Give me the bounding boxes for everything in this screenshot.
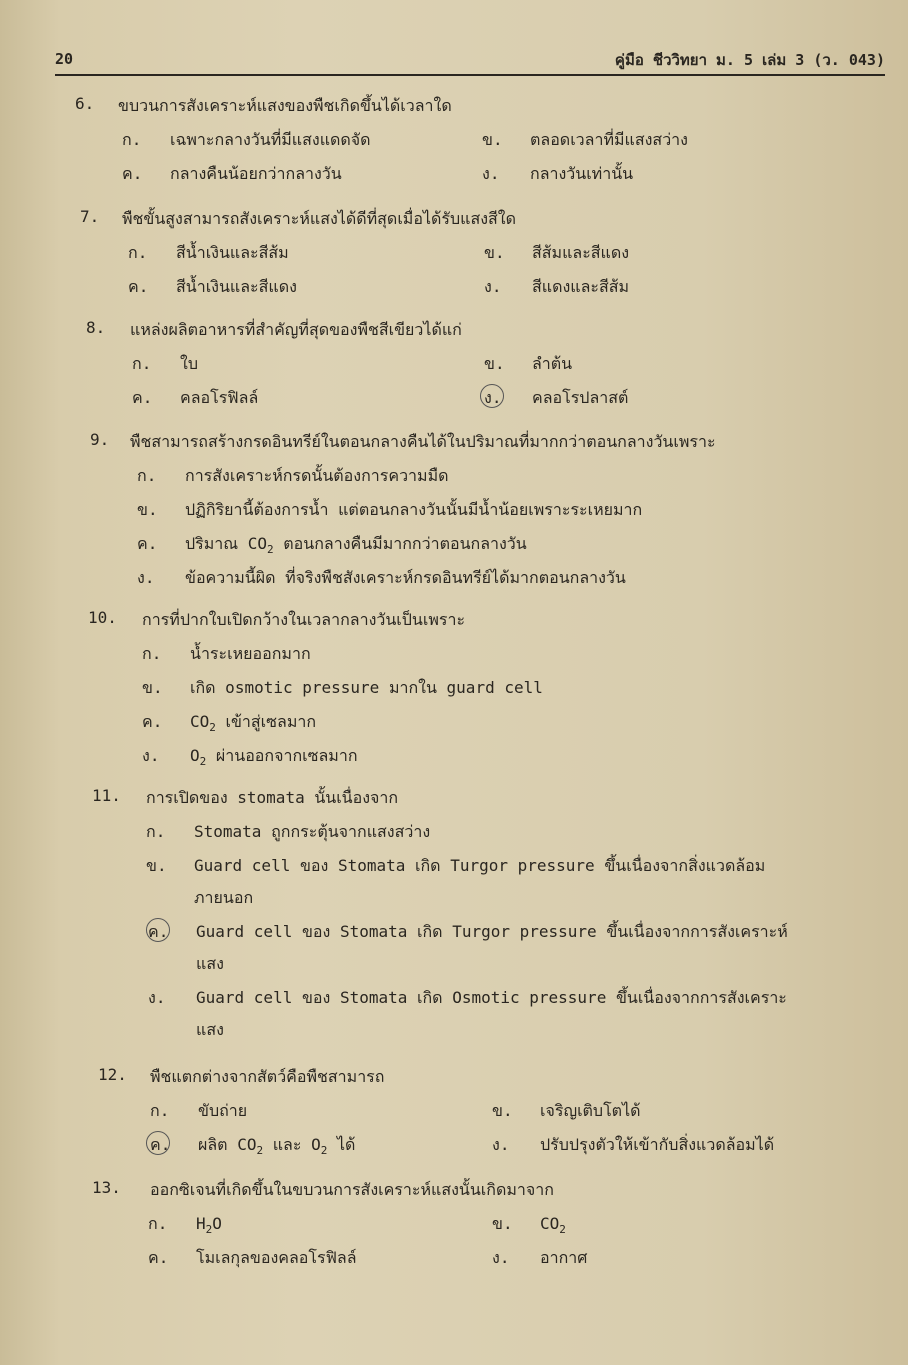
option-c: ค. ผลิต $CO_2$ และ $O_2$ ได้ [150, 1135, 356, 1158]
option-d: ง. $O_2$ ผ่านออกจากเซลมาก [142, 746, 358, 769]
option-b-continuation: ภายนอก [194, 888, 254, 907]
option-d: ง. คลอโรปลาสต์ [484, 388, 629, 407]
answer-mark-circle [146, 918, 170, 942]
option-d: ง. ปรับปรุงตัวให้เข้ากับสิ่งแวดล้อมได้ [492, 1135, 775, 1154]
page-header [55, 48, 885, 76]
question-number: 12. [98, 1065, 127, 1084]
answer-mark-circle [146, 1131, 170, 1155]
option-b: ข. ลำต้น [484, 354, 573, 373]
option-b: ข. เกิด osmotic pressure มากใน guard cell [142, 678, 543, 697]
option-a: ก. การสังเคราะห์กรดนั้นต้องการความมืด [137, 466, 449, 485]
page-number: 20 [55, 50, 74, 68]
option-b: ข. $CO_2$ [492, 1214, 566, 1237]
option-d-continuation: แสง [196, 1020, 224, 1039]
option-b: ข. ตลอดเวลาที่มีแสงสว่าง [482, 130, 688, 149]
option-d: ง. อากาศ [492, 1248, 588, 1267]
option-c: ค. กลางคืนน้อยกว่ากลางวัน [122, 164, 342, 183]
option-d: ง. สีแดงและสีส้ม [484, 277, 630, 296]
option-d: ง. ข้อความนี้ผิด ที่จริงพืชสังเคราะห์กรดอินทรีย์ได้มากตอนกลางวัน [137, 568, 626, 587]
option-c: ค. ปริมาณ $CO_2$ ตอนกลางคืนมีมากกว่าตอนกลางวัน [137, 534, 527, 557]
question-stem: การเปิดของ stomata นั้นเนื่องจาก [146, 788, 399, 807]
question-stem: พืชสามารถสร้างกรดอินทรีย์ในตอนกลางคืนได้ในปริมาณที่มากกว่าตอนกลางวันเพราะ [130, 432, 716, 451]
option-a: ก. ขับถ่าย [150, 1101, 248, 1120]
question-number: 11. [92, 786, 121, 805]
book-title: คู่มือ ชีววิทยา ม. 5 เล่ม 3 (ว. 043) [614, 51, 885, 69]
option-c: ค. โมเลกุลของคลอโรฟิลล์ [148, 1248, 357, 1267]
answer-mark-circle [480, 384, 504, 408]
question-number: 9. [90, 430, 110, 449]
question-number: 10. [88, 608, 117, 627]
option-a: ก. ใบ [132, 354, 198, 373]
option-d: ง. กลางวันเท่านั้น [482, 164, 634, 183]
question-number: 8. [86, 318, 106, 337]
option-d: ง. Guard cell ของ Stomata เกิด Osmotic pressure ขึ้นเนื่องจากการสังเคราะ [148, 988, 787, 1007]
question-stem: ออกซิเจนที่เกิดขึ้นในขบวนการสังเคราะห์แสงนั้นเกิดมาจาก [150, 1180, 554, 1199]
option-c: ค. คลอโรฟิลล์ [132, 388, 259, 407]
question-stem: พืชแตกต่างจากสัตว์คือพืชสามารถ [150, 1067, 385, 1086]
question-number: 6. [75, 94, 95, 113]
question-stem: การที่ปากใบเปิดกว้างในเวลากลางวันเป็นเพราะ [142, 610, 466, 629]
question-stem: ขบวนการสังเคราะห์แสงของพืชเกิดขึ้นได้เวลาใด [118, 96, 452, 115]
option-a: ก. เฉพาะกลางวันที่มีแสงแดดจัด [122, 130, 371, 149]
question-stem: พืชขั้นสูงสามารถสังเคราะห์แสงได้ดีที่สุดเมื่อได้รับแสงสีใด [122, 209, 516, 228]
question-number: 7. [80, 207, 100, 226]
option-a: ก. $H_2O$ [148, 1214, 222, 1237]
option-a: ก. สีน้ำเงินและสีส้ม [128, 243, 289, 262]
option-a: ก. Stomata ถูกกระตุ้นจากแสงสว่าง [146, 822, 431, 841]
option-b: ข. สีส้มและสีแดง [484, 243, 630, 262]
option-c-continuation: แสง [196, 954, 224, 973]
question-stem: แหล่งผลิตอาหารที่สำคัญที่สุดของพืชสีเขียวได้แก่ [130, 320, 462, 339]
option-c: ค. $CO_2$ เข้าสู่เซลมาก [142, 712, 317, 735]
question-number: 13. [92, 1178, 121, 1197]
option-b: ข. ปฏิกิริยานี้ต้องการน้ำ แต่ตอนกลางวันนั้นมีน้ำน้อยเพราะระเหยมาก [137, 500, 643, 519]
option-b: ข. เจริญเติบโตได้ [492, 1101, 641, 1120]
option-b: ข. Guard cell ของ Stomata เกิด Turgor pressure ขึ้นเนื่องจากสิ่งแวดล้อม [146, 856, 766, 875]
option-c: ค. สีน้ำเงินและสีแดง [128, 277, 297, 296]
option-c: ค. Guard cell ของ Stomata เกิด Turgor pressure ขึ้นเนื่องจากการสังเคราะห์ [148, 922, 788, 941]
option-a: ก. น้ำระเหยออกมาก [142, 644, 311, 663]
